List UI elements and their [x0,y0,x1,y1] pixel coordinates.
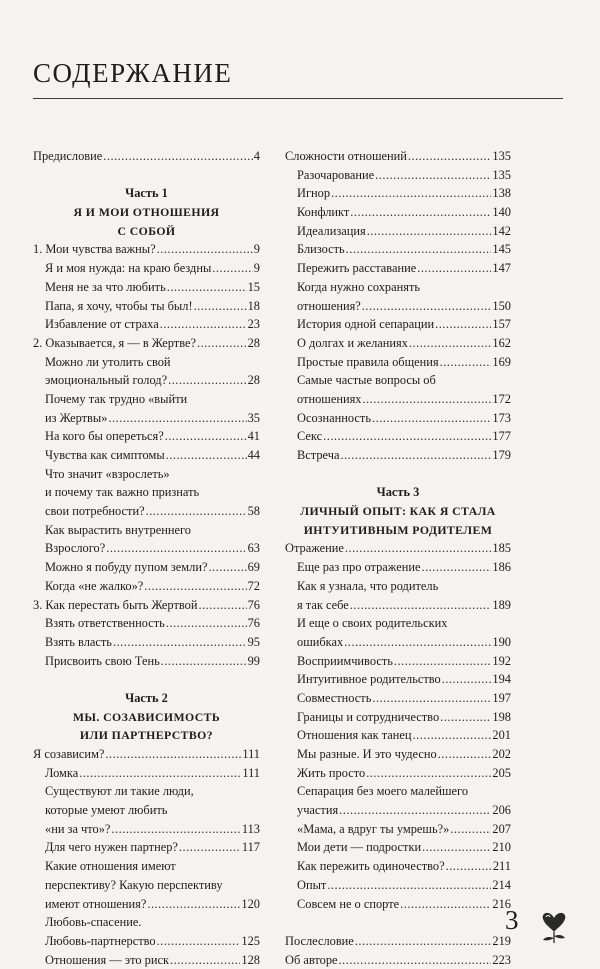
toc-entry [285,334,511,353]
toc-entry [33,596,260,615]
toc-entry-page-number: 117 [241,840,260,855]
toc-entry-page-number: 145 [492,242,511,257]
toc-entry-page-number: 172 [492,391,511,406]
toc-entry-page-number: 202 [492,747,511,761]
dot-leader [345,539,492,558]
toc-entry-title: Сложности отношений [285,149,407,163]
toc-entry-continued-text: и почему так важно признать [45,485,200,500]
toc-entry [285,184,511,203]
toc-entry [285,652,511,671]
toc-entry-page-number: 169 [492,354,511,369]
toc-entry-continued-text: Почему так трудно «выйти [45,391,188,406]
toc-entry [285,315,511,334]
dot-leader [446,857,492,876]
toc-entry-title: Ломка [45,765,79,780]
dot-leader [450,820,491,839]
dot-leader [146,502,247,521]
dot-leader [438,745,492,764]
toc-entry [33,820,260,839]
toc-entry-title: Любовь-партнерство [45,933,156,948]
toc-entry [33,278,260,297]
dot-leader [372,409,491,428]
toc-entry-page-number: 201 [492,728,511,743]
toc-entry [33,932,260,951]
toc-entry-page-number: 205 [492,765,511,780]
toc-entry [33,334,260,353]
toc-entry-title: Можно я побуду пупом земли? [45,560,208,575]
toc-entry-page-number: 28 [247,373,260,388]
heart-flower-icon [537,906,571,946]
part-heading: МЫ. СОЗАВИСИМОСТЬ [72,709,221,724]
dot-leader [208,558,246,577]
toc-entry [285,427,511,446]
dot-leader [166,614,247,633]
toc-entry-continued-text: Любовь-спасение. [45,915,142,930]
toc-entry-page-number: 111 [242,747,260,761]
toc-entry-page-number: 4 [253,149,260,163]
toc-entry-page-number: 179 [492,448,511,462]
toc-entry-title: Жить просто [297,765,366,780]
toc-entry-title: 3. Как перестать быть Жертвой [33,597,198,612]
dot-leader [197,334,247,353]
part-heading: ИЛИ ПАРТНЕРСТВО? [79,728,214,743]
toc-entry-continued-text: Как я узнала, что родитель [297,578,439,593]
toc-entry-page-number: 223 [492,952,511,967]
toc-entry [285,764,511,783]
toc-entry-title: Конфликт [297,205,350,220]
toc-entry-title: Присвоить свою Тень [45,653,160,668]
part-heading: ЛИЧНЫЙ ОПЫТ: КАК Я СТАЛА [300,504,496,519]
toc-entry-page-number: 211 [492,859,511,874]
toc-entry-page-number: 185 [492,541,511,556]
dot-leader [147,895,240,914]
toc-entry-page-number: 190 [492,634,511,649]
toc-entry-title: 2. Оказывается, я — в Жертве? [33,335,196,350]
toc-entry-title: отношениях [297,391,362,406]
dot-leader [400,895,491,914]
dot-leader [194,297,247,316]
toc-entry-page-number: 157 [492,317,511,332]
toc-entry-page-number: 95 [247,634,260,649]
dot-leader [344,633,491,652]
toc-entry-page-number: 76 [247,616,260,631]
toc-entry [33,539,260,558]
toc-entry [285,689,511,708]
dot-leader [435,315,491,334]
spacer [285,913,511,932]
part-heading: Часть 2 [125,690,168,705]
toc-entry-continued-text: Что значит «взрослеть» [45,466,170,481]
dot-leader [409,334,492,353]
toc-entry-title: Совсем не о спорте [297,896,400,911]
toc-entry [33,409,260,428]
part-heading: Часть 1 [125,186,168,201]
toc-entry-title: Как пережить одиночество? [297,859,445,874]
dot-leader [167,278,247,297]
toc-left-column [33,147,260,969]
dot-leader [170,951,240,969]
toc-entry-title: Отношения — это риск [45,952,169,967]
toc-entry-title: О долгах и желаниях [297,335,408,350]
toc-entry [285,838,511,857]
toc-entry [285,820,511,839]
toc-entry [285,166,511,185]
dot-leader [375,166,491,185]
toc-entry [285,633,511,652]
dot-leader [408,147,492,166]
toc-entry-continued-text: которые умеют любить [45,803,168,818]
toc-entry-continued-text: Существуют ли такие люди, [45,784,194,799]
toc-entry [285,558,511,577]
toc-entry-title: Папа, я хочу, чтобы ты был! [45,298,193,313]
part-heading: Я И МОИ ОТНОШЕНИЯ [73,205,220,220]
toc-entry-page-number: 120 [241,896,260,911]
toc-entry-page-number: 192 [492,653,511,668]
toc-entry-page-number: 197 [492,690,511,705]
toc-entry [285,726,511,745]
toc-entry-title: История одной сепарации [297,317,435,332]
toc-entry-page-number: 150 [492,298,511,313]
toc-entry-continued-text: Когда нужно сохранять [297,279,421,294]
toc-entry [285,409,511,428]
toc-entry-title: из Жертвы» [45,410,108,425]
toc-entry-title: 1. Мои чувства важны? [33,242,156,257]
toc-entry-title: Отношения как танец [297,728,412,743]
toc-entry-page-number: 111 [242,765,260,780]
toc-entry-continued-text: Можно ли утолить свой [45,354,171,369]
dot-leader [350,203,491,222]
toc-entry-page-number: 125 [241,933,260,948]
dot-leader [106,539,246,558]
dot-leader [157,932,241,951]
toc-entry-page-number: 207 [492,821,511,836]
toc-entry-title: Разочарование [297,167,375,182]
toc-entry-page-number: 23 [247,317,260,332]
spacer [33,670,260,689]
dot-leader [421,558,491,577]
toc-entry-page-number: 15 [247,279,260,294]
toc-entry-page-number: 189 [492,597,511,612]
toc-entry [33,297,260,316]
toc-entry [33,614,260,633]
toc-entry-page-number: 147 [492,261,511,276]
toc-entry-title: Простые правила общения [297,354,439,369]
dot-leader [168,371,247,390]
toc-entry [33,652,260,671]
toc-entry-title: Игнор [297,186,331,201]
toc-entry-continued-text: Сепарация без моего малейшего [297,784,469,799]
toc-entry-title: Границы и сотрудничество [297,709,440,724]
toc-entry-title: я так себе [297,597,349,612]
toc-right-column [285,147,511,969]
page-number: 3 [505,905,519,935]
toc-entry-title: Для чего нужен партнер? [45,840,178,855]
toc-entry [285,932,511,951]
toc-entry-title: Интуитивное родительство [297,672,441,687]
toc-entry [285,147,511,166]
toc-entry-title: Восприимчивость [297,653,393,668]
toc-entry [285,670,511,689]
dot-leader [417,259,491,278]
toc-entry-title: участия [297,803,339,818]
toc-entry [285,240,511,259]
toc-entry [285,222,511,241]
toc-entry-title: Встреча [297,448,340,462]
dot-leader [355,932,492,951]
toc-entry [285,539,511,558]
toc-entry [285,353,511,372]
toc-entry-title: Избавление от страха [45,317,159,332]
dot-leader [362,297,492,316]
toc-entry-page-number: 206 [492,803,511,818]
dot-leader [413,726,492,745]
toc-entry-title: Взять власть [45,634,112,649]
toc-entry-page-number: 18 [247,298,260,313]
toc-entry-page-number: 210 [492,840,511,855]
toc-entry-page-number: 135 [492,149,511,163]
toc-entry-page-number: 162 [492,335,511,350]
toc-entry [33,558,260,577]
dot-leader [372,689,491,708]
toc-entry-title: «Мама, а вдруг ты умрешь?» [297,821,450,836]
dot-leader [331,184,491,203]
dot-leader [179,838,241,857]
dot-leader [440,353,492,372]
toc-entry-title: Идеализация [297,223,366,238]
title-underline [33,98,563,99]
toc-entry [285,951,511,969]
toc-entry [33,240,260,259]
toc-entry-title: Я созависим? [33,747,105,761]
toc-entry-page-number: 140 [492,205,511,220]
toc-entry [33,895,260,914]
toc-entry-continued-text: И еще о своих родительских [297,616,448,631]
toc-entry-title: Об авторе [285,952,338,967]
toc-entry [285,596,511,615]
part-heading: ИНТУИТИВНЫМ РОДИТЕЛЕМ [303,522,493,537]
dot-leader [422,838,491,857]
toc-entry-page-number: 214 [492,877,511,892]
dot-leader [367,222,492,241]
toc-entry [285,297,511,316]
dot-leader [166,446,247,465]
toc-entry-continued-text: Самые частые вопросы об [297,373,436,388]
toc-entry-page-number: 135 [492,167,511,182]
dot-leader [198,596,246,615]
toc-entry [285,259,511,278]
dot-leader [350,596,492,615]
toc-entry-page-number: 216 [492,896,511,911]
toc-entry [33,147,260,166]
toc-entry-page-number: 177 [492,429,511,444]
dot-leader [339,801,491,820]
dot-leader [165,427,247,446]
toc-entry-title: Близость [297,242,345,257]
toc-entry [33,259,260,278]
dot-leader [161,652,247,671]
dot-leader [440,708,491,727]
toc-entry-page-number: 194 [492,672,511,687]
toc-entry [33,951,260,969]
part-heading: Часть 3 [376,485,420,500]
toc-entry-title: эмоциональный голод? [45,373,168,388]
toc-entry-page-number: 113 [241,821,260,836]
dot-leader [339,951,492,969]
dot-leader [362,390,491,409]
toc-entry [285,745,511,764]
dot-leader [113,633,247,652]
toc-entry [285,801,511,820]
toc-entry [285,895,511,914]
toc-entry-title: Меня не за что любить [45,279,166,294]
toc-entry-title: Секс [297,429,323,444]
toc-entry [285,446,511,465]
toc-entry-title: Опыт [297,877,327,892]
toc-entry-title: ошибках [297,634,344,649]
toc-entry-title: отношения? [297,298,361,313]
toc-entry [285,390,511,409]
toc-entry-page-number: 58 [247,504,260,519]
dot-leader [157,240,253,259]
dot-leader [346,240,492,259]
toc-entry-page-number: 173 [492,410,511,425]
toc-entry-page-number: 186 [492,560,511,575]
toc-entry-page-number: 69 [247,560,260,575]
toc-entry-title: «ни за что»? [45,821,111,836]
toc-entry-title: Пережить расставание [297,261,417,276]
dot-leader [160,315,247,334]
dot-leader [105,745,241,764]
toc-entry-title: Послесловие [285,933,354,948]
toc-entry-page-number: 72 [247,578,260,593]
toc-entry-title: имеют отношения? [45,896,147,911]
toc-entry-page-number: 41 [247,429,260,444]
dot-leader [340,446,491,465]
dot-leader [366,764,491,783]
toc-entry [33,371,260,390]
toc-entry-page-number: 44 [247,448,260,462]
toc-entry [33,427,260,446]
toc-entry-title: свои потребности? [45,504,145,519]
toc-entry-page-number: 9 [253,261,260,276]
dot-leader [79,764,241,783]
toc-entry-title: Когда «не жалко»? [45,578,144,593]
toc-entry-title: На кого бы опереться? [45,429,164,444]
toc-entry-title: Чувства как симптомы [45,448,165,462]
toc-entry [285,203,511,222]
toc-entry-page-number: 198 [492,709,511,724]
toc-entry-page-number: 35 [247,410,260,425]
toc-entry-page-number: 76 [247,597,260,612]
toc-entry [285,708,511,727]
toc-entry [33,838,260,857]
dot-leader [323,427,491,446]
toc-entry-title: Осознанность [297,410,371,425]
dot-leader [144,577,246,596]
toc-entry-title: Взрослого? [45,541,106,556]
toc-entry-continued-text: перспективу? Какую перспективу [45,877,223,892]
toc-entry-continued-text: Как вырастить внутреннего [45,522,191,537]
toc-entry [33,502,260,521]
toc-entry [285,857,511,876]
toc-entry-title: Еще раз про отражение [297,560,421,575]
dot-leader [327,876,491,895]
spacer [285,465,511,484]
toc-entry-title: Совместность [297,690,372,705]
toc-entry [285,876,511,895]
toc-entry-page-number: 219 [492,933,511,948]
dot-leader [442,670,492,689]
toc-entry-page-number: 138 [492,186,511,201]
toc-entry [33,633,260,652]
dot-leader [212,259,253,278]
toc-entry-page-number: 63 [247,541,260,556]
toc-entry-continued-text: Какие отношения имеют [45,859,176,874]
toc-entry-title: Взять ответственность [45,616,165,631]
toc-entry-title: Мои дети — подростки [297,840,422,855]
spacer [33,166,260,185]
toc-entry [33,745,260,764]
dot-leader [111,820,240,839]
toc-entry-page-number: 99 [247,653,260,668]
toc-entry-title: Предисловие [33,149,103,163]
page-title: СОДЕРЖАНИЕ [33,58,233,88]
toc-entry [33,764,260,783]
toc-entry-title: Отражение [285,541,344,556]
toc-entry [33,315,260,334]
dot-leader [394,652,492,671]
toc-entry [33,446,260,465]
toc-entry-title: Мы разные. И это чудесно [297,747,437,761]
toc-entry-page-number: 142 [492,223,511,238]
toc-entry-page-number: 28 [247,335,260,350]
toc-entry-page-number: 128 [241,952,260,967]
toc-entry-title: Я и моя нужда: на краю бездны [45,261,212,276]
part-heading: С СОБОЙ [117,223,176,238]
toc-entry [33,577,260,596]
toc-entry-page-number: 9 [253,242,260,257]
dot-leader [103,147,253,166]
dot-leader [108,409,246,428]
